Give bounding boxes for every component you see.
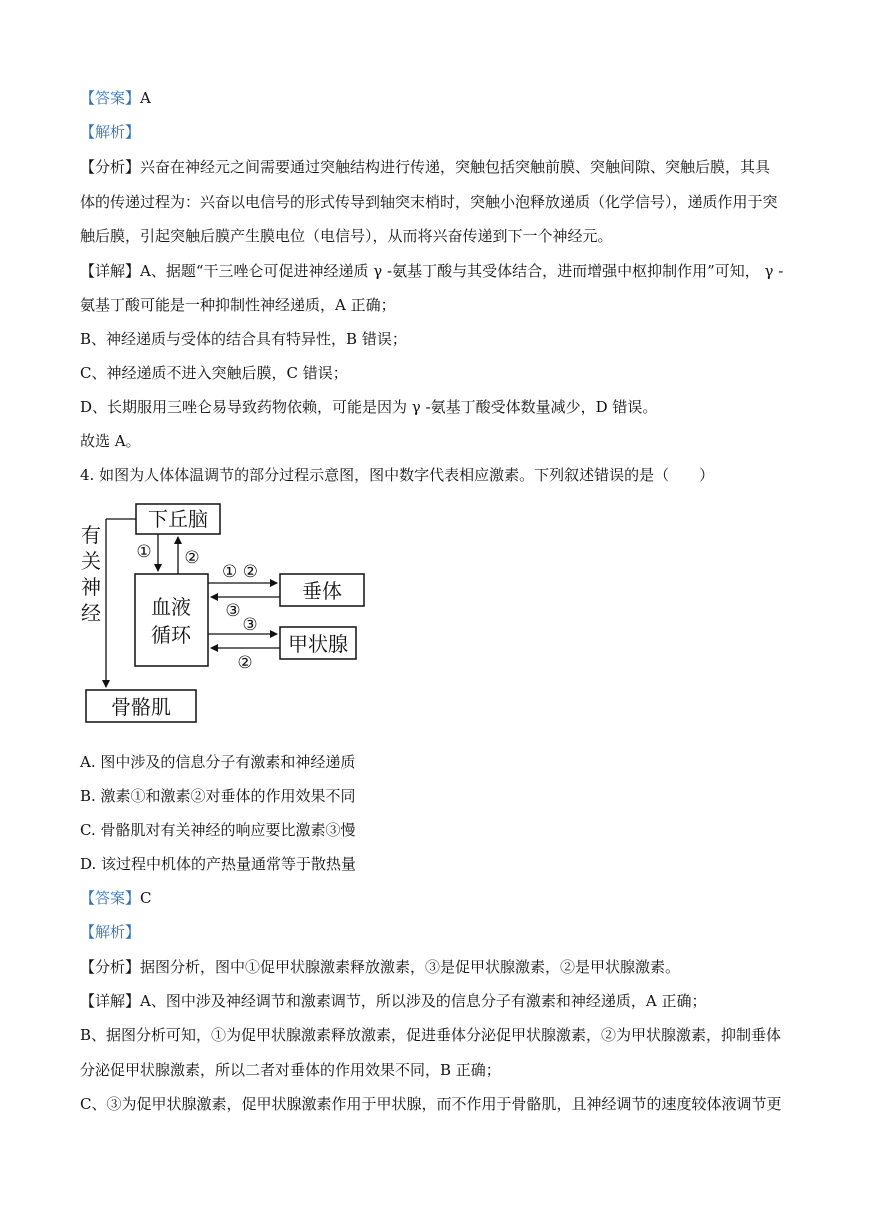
answer-line: [80, 88, 800, 108]
skeletal-muscle-label: 骨骼肌: [111, 695, 171, 719]
fenxi-line-3: 触后膜，引起突触后膜产生膜电位（电信号），从而将兴奋传递到下一个神经元。: [80, 227, 613, 245]
question-stem: 4. 如图为人体体温调节的部分过程示意图，图中数字代表相应激素。下列叙述错误的是（ ）: [80, 466, 715, 484]
q4-detail-line-3: 分泌促甲状腺激素，所以二者对垂体的作用效果不同，B 正确；: [80, 1061, 501, 1079]
nerve-char-1: 有: [81, 523, 101, 547]
detail-text-1: A、据题“干三唑仑可促进神经递质 γ -氨基丁酸与其受体结合，进而增强中枢抑制作用”可知， γ -: [140, 262, 784, 280]
detail-tag: 【详解】: [80, 262, 141, 280]
detail-line-3: B、神经递质与受体的结合具有特异性，B 错误；: [80, 330, 407, 348]
detail-line-1: [80, 261, 800, 281]
q4-detail-text-1: A、图中涉及神经调节和激素调节，所以涉及的信息分子有激素和神经递质，A 正确；: [140, 992, 707, 1010]
pituitary-to-blood-label: ③: [225, 601, 241, 621]
q4-analysis-tag: 【解析】: [80, 923, 141, 941]
blood-to-thyroid-label: ③: [242, 615, 258, 635]
detail-line-4: C、神经递质不进入突触后膜，C 错误；: [80, 364, 348, 382]
nerve-char-4: 经: [81, 601, 101, 625]
q4-detail-line-2: B、据图分析可知，①为促甲状腺激素释放激素，促进垂体分泌促甲状腺激素，②为甲状腺激素，抑制垂体: [80, 1026, 782, 1044]
fenxi-text-1: 兴奋在神经元之间需要通过突触结构进行传递，突触包括突触前膜、突触间隙、突触后膜，其具: [140, 158, 771, 176]
fenxi-line-2: 体的传递过程为：兴奋以电信号的形式传导到轴突末梢时，突触小泡释放递质（化学信号），递质作用于突: [80, 193, 778, 211]
conclusion-line: 故选 A。: [80, 432, 141, 450]
q4-detail-line-1: [80, 991, 800, 1011]
option-c: C. 骨骼肌对有关神经的响应要比激素③慢: [80, 821, 356, 839]
analysis-tag: 【解析】: [80, 123, 141, 141]
q4-fenxi-line-1: [80, 957, 800, 977]
q4-detail-line-4: C、③为促甲状腺激素，促甲状腺激素作用于甲状腺，而不作用于骨骼肌，且神经调节的速度较体液调节更: [80, 1095, 782, 1113]
option-d: D. 该过程中机体的产热量通常等于散热量: [80, 855, 357, 873]
q4-answer-tag: 【答案】: [80, 889, 141, 907]
q4-fenxi-text-1: 据图分析，图中①促甲状腺激素释放激素，③是促甲状腺激素，②是甲状腺激素。: [140, 958, 681, 976]
q4-answer-line: [80, 888, 800, 908]
pituitary-label: 垂体: [302, 579, 342, 603]
fenxi-line-1: [80, 157, 800, 177]
thyroid-to-blood-label: ②: [237, 653, 253, 673]
q4-analysis-heading: [80, 922, 800, 942]
blood-label-2: 循环: [151, 623, 191, 647]
thermoregulation-diagram: [78, 500, 378, 730]
answer-tag: 【答案】: [80, 89, 141, 107]
thyroid-label: 甲状腺: [288, 632, 348, 656]
hypothalamus-label: 下丘脑: [148, 507, 208, 531]
analysis-heading: [80, 122, 800, 142]
blood-to-pituitary-label: ① ②: [222, 562, 258, 582]
nerve-char-2: 关: [81, 549, 101, 573]
fenxi-tag: 【分析】: [80, 158, 141, 176]
blood-circulation-box: [135, 574, 208, 666]
hyp-to-blood-label: ①: [136, 542, 152, 562]
q4-answer-value: C: [140, 889, 152, 907]
option-a: A. 图中涉及的信息分子有激素和神经递质: [80, 753, 356, 771]
detail-line-2: 氨基丁酸可能是一种抑制性神经递质，A 正确；: [80, 296, 396, 314]
q4-fenxi-tag: 【分析】: [80, 958, 141, 976]
q4-detail-tag: 【详解】: [80, 992, 141, 1010]
detail-line-5: D、长期服用三唑仑易导致药物依赖，可能是因为 γ -氨基丁酸受体数量减少，D 错误。: [80, 398, 658, 416]
blood-to-hyp-label: ②: [184, 548, 200, 568]
option-b: B. 激素①和激素②对垂体的作用效果不同: [80, 787, 356, 805]
answer-value: A: [140, 89, 151, 107]
nerve-char-3: 神: [81, 575, 101, 599]
blood-label-1: 血液: [151, 595, 191, 619]
